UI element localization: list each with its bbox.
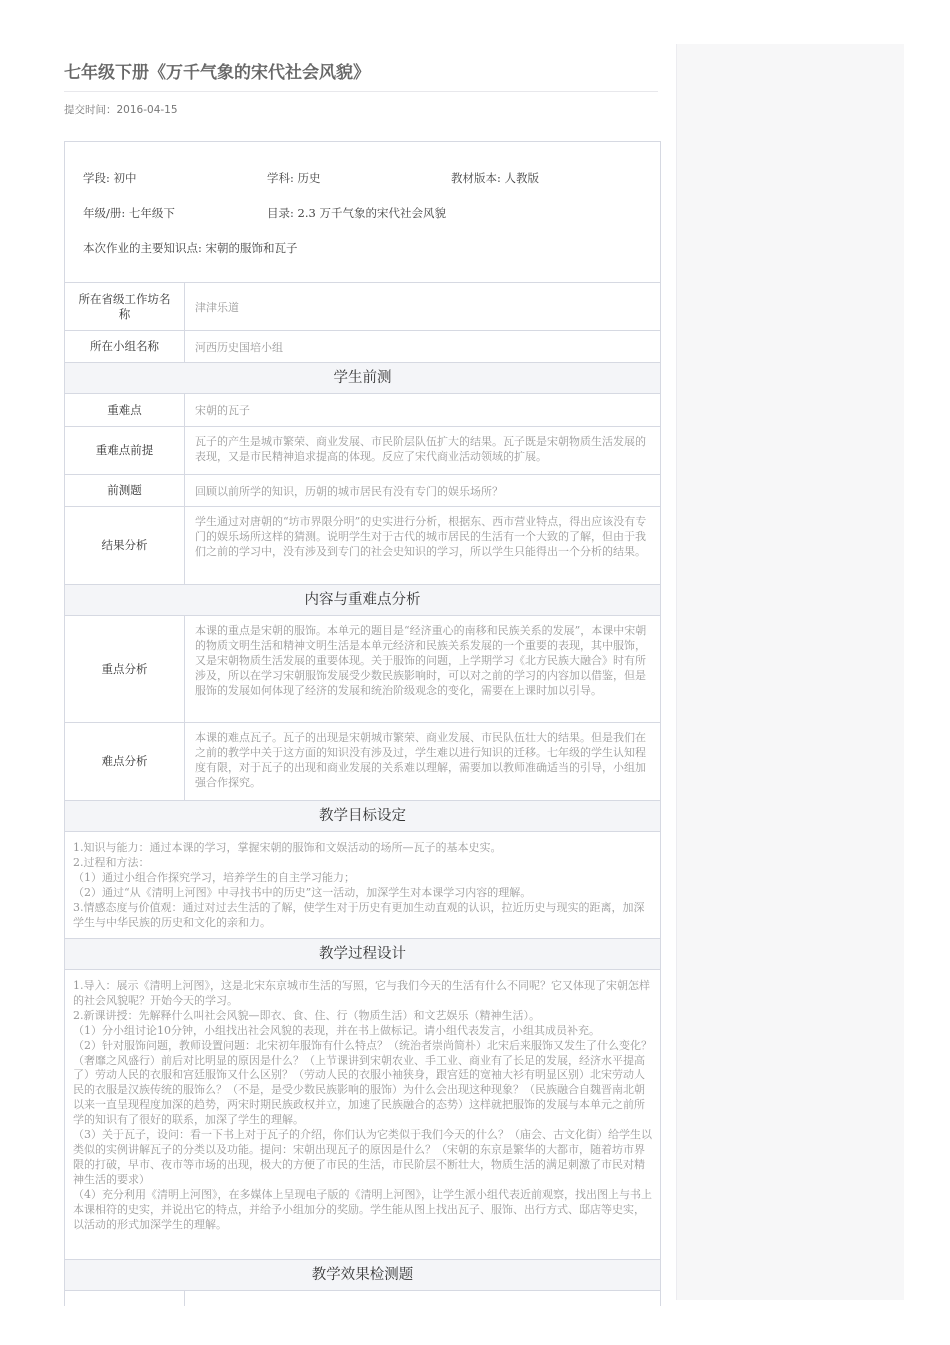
row-label: 重难点前提 [65, 427, 185, 474]
meta-edition: 教材版本: 人教版 [451, 171, 540, 185]
row-value: 学生通过对唐朝的“坊市界限分明”的史实进行分析，根据东、西市营业特点，得出应该没有专门的娱乐场所这样的猜测。说明学生对于古代的城市居民的生活有一个大致的了解，但由于我们之前的学习中，没有涉及到专门的社会史知识的学习，所以学生只能得出一个分析的结果。 [195, 515, 647, 558]
text-line: （3）关于瓦子，设问：看一下书上对于瓦子的介绍，你们认为它类似于我们今天的什么？（庙会、古文化街）给学生以类似的实例讲解瓦子的分类以及功能。提问：宋朝出现瓦子的原因是什么？（宋朝的东京是繁华的大都市，随着坊市界限的打破，早市、夜市等市场的出现，极大的方便了市民的生活，市民阶层不断壮大，物质生活的满足刺激了市民对精神生活的要求） [73, 1128, 652, 1186]
analysis-row [65, 723, 660, 801]
text-line: 1.导入：展示《清明上河图》，这是北宋东京城市生活的写照，它与我们今天的生活有什么不同呢？它又体现了宋朝怎样的社会风貌呢？开始今天的学习。 [73, 979, 650, 1007]
section-heading-process: 教学过程设计 [65, 939, 660, 970]
submit-time-label: 提交时间： [64, 104, 117, 116]
text-line: （1）分小组讨论10分钟，小组找出社会风貌的表现，并在书上做标记。请小组代表发言，小组其成员补充。 [73, 1023, 600, 1037]
row-label: 重点分析 [65, 616, 185, 722]
text-line: 1.知识与能力：通过本课的学习，掌握宋朝的服饰和文娱活动的场所—瓦子的基本史实。 [73, 841, 502, 854]
pretest-row [65, 507, 660, 585]
analysis-row [65, 616, 660, 723]
row-value: 河西历史国培小组 [195, 340, 283, 354]
row-value: 宋朝的瓦子 [195, 404, 250, 417]
text-line: （2）通过“从《清明上河图》中寻找书中的历史”这一活动，加深学生对本课学习内容的理解。 [73, 885, 532, 899]
section-heading-analysis: 内容与重难点分析 [65, 585, 660, 616]
text-line: （4）充分利用《清明上河图》，在多媒体上呈现电子版的《清明上河图》，让学生派小组代表近前观察，找出图上与书上本课相符的史实，并说出它的特点，并给予小组加分的奖励。学生能从图上找出瓦子、服饰、出行方式、邸店等史实，以活动的形式加深学生的理解。 [73, 1187, 652, 1231]
row-label: 难点分析 [65, 723, 185, 800]
row-label: 所在省级工作坊名称 [65, 283, 185, 330]
row-label: 前测题 [65, 475, 185, 506]
meta-catalog: 目录: 2.3 万千气象的宋代社会风貌 [267, 206, 446, 220]
pretest-row [65, 427, 660, 475]
main-content [64, 44, 658, 1283]
row-value: 本课的难点瓦子。瓦子的出现是宋朝城市繁荣、商业发展、市民队伍壮大的结果。但是我们在之前的教学中关于这方面的知识没有涉及过，学生难以进行知识的迁移。七年级的学生认知程度有限，对于瓦子的出现和商业发展的关系难以理解，需要加以教师准确适当的引导，小组加强合作探究。 [195, 731, 646, 789]
submit-time [64, 102, 658, 118]
row-value: 瓦子的产生是城市繁荣、商业发展、市民阶层队伍扩大的结果。瓦子既是宋朝物质生活发展的表现，又是市民精神追求提高的体现。反应了宋代商业活动领域的扩展。 [195, 435, 646, 463]
row-label [65, 1291, 185, 1306]
row-label: 重难点 [65, 394, 185, 426]
row-value: 本课的重点是宋朝的服饰。本单元的题目是“经济重心的南移和民族关系的发展”，本课中宋朝的物质文明生活和精神文明生活是本单元经济和民族关系发展的一个重要的表现，其中服饰，又是宋朝物质生活发展的重要体现。关于服饰的问题，上学期学习《北方民族大融合》时有所涉及，所以在学习宋朝服饰发展受少数民族影响时，可以对之前的学习的内容加以借鉴，但是服饰的发展如何体现了经济的发展和统治阶级观念的变化，需要在上课时加以引导。 [195, 624, 647, 697]
info-row-group [65, 331, 660, 363]
process-text [65, 970, 660, 1260]
right-sidebar [676, 44, 904, 1300]
page-title: 七年级下册《万千气象的宋代社会风貌》 [64, 44, 658, 92]
section-heading-pretest: 学生前测 [65, 363, 660, 394]
info-row-workshop [65, 283, 660, 331]
goals-text [65, 832, 660, 939]
row-value: 回顾以前所学的知识，历朝的城市居民有没有专门的娱乐场所？ [195, 484, 503, 498]
row-label: 结果分析 [65, 507, 185, 584]
text-line: 3.情感态度与价值观：通过对过去生活的了解，使学生对于历史有更加生动直观的认识，拉近历史与现实的距离，加深学生与中华民族的历史和文化的亲和力。 [73, 900, 645, 929]
meta-stage: 学段: 初中 [83, 171, 137, 185]
submit-time-date: 2016-04-15 [116, 104, 178, 116]
homework-sheet [64, 141, 661, 1306]
text-line: （1）通过小组合作探究学习，培养学生的自主学习能力； [73, 870, 355, 884]
pretest-row [65, 394, 660, 427]
row-value [185, 1291, 660, 1306]
meta-subject: 学科: 历史 [267, 171, 321, 185]
row-label: 所在小组名称 [65, 331, 185, 362]
section-heading-check: 教学效果检测题 [65, 1260, 660, 1291]
pretest-row [65, 475, 660, 507]
text-line: （2）针对服饰问题，教师设置问题：北宋初年服饰有什么特点？（统治者崇尚简朴）北宋后来服饰又发生了什么变化？（奢靡之风盛行）前后对比明显的原因是什么？（上节课讲到宋朝农业、手工业、商业有了长足的发展，经济水平提高了）劳动人民的衣服和宫廷服饰又什么区别？（劳动人民的衣服小袖狭身，跟宫廷的宽袖大衫有明显区别）北宋劳动人民的衣服是汉族传统的服饰么？（不是，是受少数民族影响的服饰）为什么会出现这种现象？（民族融合自魏晋南北朝以来一直呈现程度加深的趋势，两宋时期民族政权并立，加速了民族融合的态势）这样就把服饰的发展与本单元之前所学的知识有了很好的联系，加深了学生的理解。 [73, 1038, 652, 1127]
section-heading-goals: 教学目标设定 [65, 801, 660, 832]
meta-grade: 年级/册: 七年级下 [83, 206, 175, 220]
meta-knowledge: 本次作业的主要知识点: 宋朝的服饰和瓦子 [83, 241, 298, 255]
course-meta [65, 142, 660, 283]
text-line: 2.过程和方法： [73, 855, 150, 869]
row-value: 津津乐道 [195, 300, 239, 314]
text-line: 2.新课讲授：先解释什么叫社会风貌—即衣、食、住、行（物质生活）和文艺娱乐（精神生活）。 [73, 1008, 540, 1022]
check-row [65, 1291, 660, 1306]
